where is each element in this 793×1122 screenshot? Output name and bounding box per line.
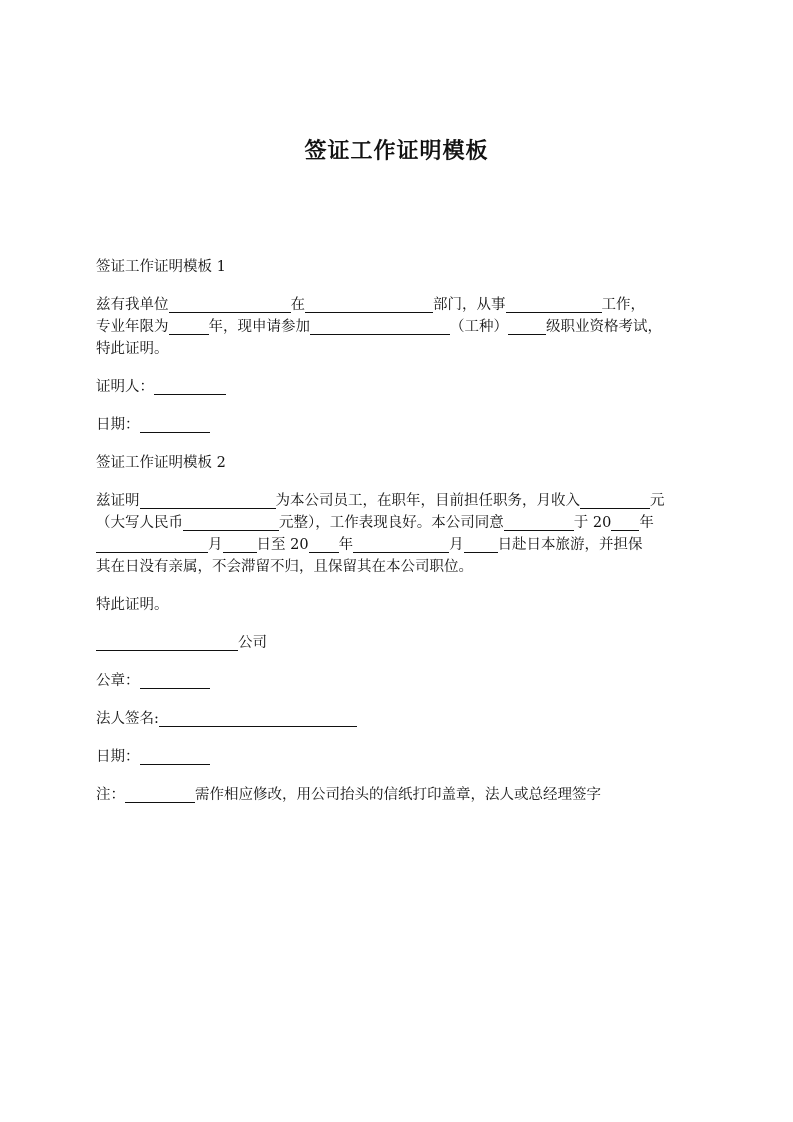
document-body xyxy=(96,256,706,822)
note-prefix: 注： xyxy=(96,787,125,803)
document-title: 签证工作证明模板 xyxy=(304,139,489,164)
text-segment: 于 20 xyxy=(573,515,612,531)
text-segment: 元 xyxy=(650,493,665,509)
blank-field-date[interactable] xyxy=(140,416,210,433)
date-label: 日期： xyxy=(96,749,140,765)
template1-line-1 xyxy=(96,294,706,316)
template2-line-4: 其在日没有亲属，不会滞留不归，且保留其在本公司职位。 xyxy=(96,559,473,575)
template2-line-1 xyxy=(96,490,706,512)
text-segment: 日赴日本旅游，并担保 xyxy=(497,537,643,553)
blank-field-start-day[interactable] xyxy=(223,536,257,553)
text-segment: （大写人民币 xyxy=(96,515,183,531)
blank-field-unit[interactable] xyxy=(169,296,291,313)
blank-field-start-month[interactable] xyxy=(96,536,208,553)
blank-field-exam[interactable] xyxy=(310,318,450,335)
blank-field-certifier[interactable] xyxy=(154,378,226,395)
note-text: 需作相应修改，用公司抬头的信纸打印盖章，法人或总经理签字 xyxy=(195,787,601,803)
company-row xyxy=(96,632,706,654)
blank-field-employee-name[interactable] xyxy=(140,492,276,509)
template1-date-row xyxy=(96,414,706,436)
blank-field-salary-uppercase[interactable] xyxy=(183,514,279,531)
blank-field-work[interactable] xyxy=(506,296,602,313)
blank-field-date[interactable] xyxy=(140,748,210,765)
template1-line-2 xyxy=(96,316,706,338)
seal-label: 公章： xyxy=(96,673,140,689)
legal-sign-label: 法人签名: xyxy=(96,711,159,727)
text-segment: 为本公司员工，在职年，目前担任职务，月收入 xyxy=(275,493,580,509)
blank-field-end-day[interactable] xyxy=(464,536,498,553)
blank-field-level[interactable] xyxy=(508,318,546,335)
text-segment: 兹证明 xyxy=(96,493,140,509)
template2-line-2 xyxy=(96,512,706,534)
template2-closing: 特此证明。 xyxy=(96,597,169,613)
text-segment: 工作， xyxy=(601,297,645,313)
blank-field-years[interactable] xyxy=(169,318,209,335)
text-segment: 日至 20 xyxy=(256,537,309,553)
blank-field-legal-sign[interactable] xyxy=(159,710,357,727)
blank-field-salary[interactable] xyxy=(580,492,650,509)
blank-field-employee[interactable] xyxy=(504,514,574,531)
text-segment: 在 xyxy=(290,297,305,313)
blank-field-note[interactable] xyxy=(125,786,195,803)
blank-field-department[interactable] xyxy=(305,296,433,313)
text-segment: 部门，从事 xyxy=(433,297,506,313)
note-row xyxy=(96,784,706,806)
template2-heading: 签证工作证明模板 2 xyxy=(96,455,226,471)
template1-heading: 签证工作证明模板 1 xyxy=(96,259,226,275)
text-segment: 兹有我单位 xyxy=(96,297,169,313)
company-suffix: 公司 xyxy=(238,635,267,651)
template2-paragraph xyxy=(96,490,706,578)
date-label: 日期： xyxy=(96,417,140,433)
text-segment: 月 xyxy=(208,537,223,553)
blank-field-end-year[interactable] xyxy=(309,536,339,553)
blank-field-seal[interactable] xyxy=(140,672,210,689)
blank-field-start-year[interactable] xyxy=(611,514,639,531)
certifier-label: 证明人： xyxy=(96,379,154,395)
blank-field-company[interactable] xyxy=(96,634,238,651)
text-segment: 年，现申请参加 xyxy=(208,319,310,335)
text-segment: 年 xyxy=(639,515,654,531)
blank-field-end-month[interactable] xyxy=(353,536,449,553)
text-segment: 月 xyxy=(449,537,464,553)
template1-paragraph xyxy=(96,294,706,360)
text-segment: 元整），工作表现良好。本公司同意 xyxy=(279,515,504,531)
certifier-row xyxy=(96,376,706,398)
legal-sign-row xyxy=(96,708,706,730)
text-segment: （工种） xyxy=(450,319,508,335)
template1-line-3: 特此证明。 xyxy=(96,341,169,357)
text-segment: 级职业资格考试， xyxy=(546,319,662,335)
seal-row xyxy=(96,670,706,692)
text-segment: 年 xyxy=(338,537,354,553)
text-segment: 专业年限为 xyxy=(96,319,169,335)
template2-date-row xyxy=(96,746,706,768)
template2-line-3 xyxy=(96,534,706,556)
